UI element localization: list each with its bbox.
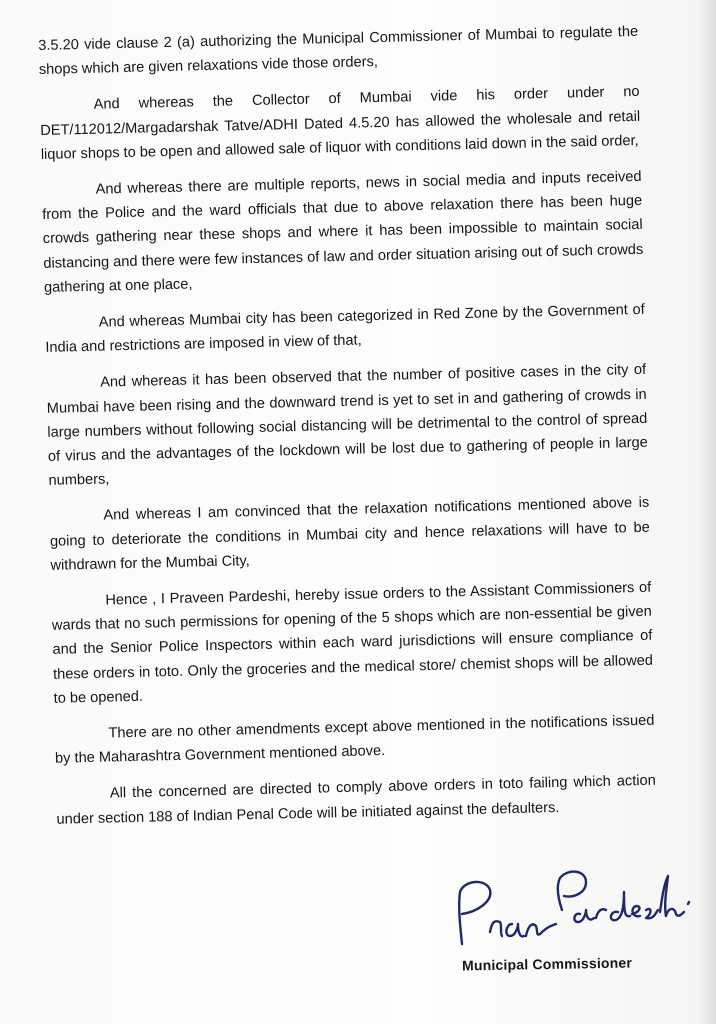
paragraph-5: And whereas it has been observed that the number of positive cases in the city of Mumbai have been rising and the downward trend is yet to set in and gathering of crowds in large numbers without following social distancing will be detrimental to the control of spread of virus and the advantages of the lockdown will be lost due to gathering of people in large numbers, <box>46 362 648 490</box>
paragraph-7: Hence , I Praveen Pardeshi, hereby issue orders to the Assistant Commissioners of wards that no such permissions for opening of the 5 shops which are non-essential be given and the Senior Police Inspectors within each ward jurisdictions will ensure compliance of these orders in toto. Only the groceries and the medical store/ chemist shops will be allowed to be opened. <box>51 579 654 707</box>
document-body <box>38 20 657 844</box>
page-edge-shadow <box>698 0 716 1024</box>
paragraph-4: And whereas Mumbai city has been categorized in Red Zone by the Government of India and restrictions are imposed in view of that, <box>45 301 645 357</box>
paragraph-8: There are no other amendments except above mentioned in the notifications issued by the Maharashtra Government mentioned above. <box>54 712 655 768</box>
signer-title: Municipal Commissioner <box>461 954 633 974</box>
paragraph-3: And whereas there are multiple reports, news in social media and inputs received from the Police and the ward officials that due to above relaxation there has been huge crowds gathering near these shops and where it has been impossible to maintain social distancing and there were few instances of law and order situation arising out of such crowds gathering at one place, <box>42 168 644 296</box>
paragraph-1: 3.5.20 vide clause 2 (a) authorizing the Municipal Commissioner of Mumbai to regulate the shops which are given relaxations vide those orders, <box>38 23 639 79</box>
paragraph-2: And whereas the Collector of Mumbai vide his order under no DET/112012/Margadarshak Tatve/ADHI Dated 4.5.20 has allowed the wholesale and retail liquor shops to be open and allowed sale of liquor with conditions laid down in the said order, <box>40 84 641 163</box>
signature-drawing <box>440 862 700 962</box>
paragraph-6: And whereas I am convinced that the relaxation notifications mentioned above is going to deteriorate the conditions in Mumbai city and hence relaxations will have to be withdrawn for the Mumbai City, <box>49 495 650 574</box>
paragraph-9: All the concerned are directed to comply above orders in toto failing which action under section 188 of Indian Penal Code will be initiated against the defaulters. <box>56 773 656 828</box>
